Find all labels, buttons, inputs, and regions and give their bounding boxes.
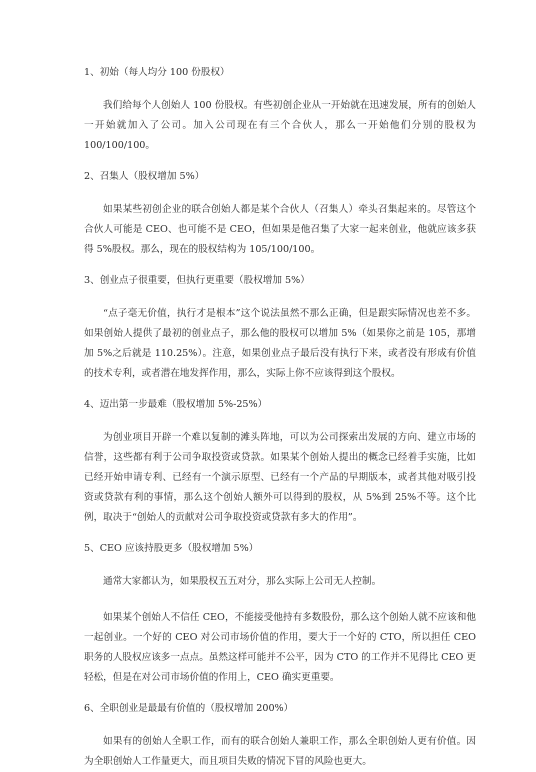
section-paragraph: 如果某个创始人不信任 CEO，不能接受他持有多数股份，那么这个创始人就不应该和他一起创业。一个好的 CEO 对公司市场价值的作用，要大于一个好的 CTO，所以担任 CEO 职务的人股权应该多一点点。虽然这样可能并不公平，因为 CTO 的工作并不见得比 CEO 更轻松，但是在对公司市场价值的作用上，CEO 确实更重要。 <box>84 612 476 683</box>
section-2 <box>84 170 476 260</box>
section-paragraph: 如果有的创始人全职工作，而有的联合创始人兼职工作，那么全职创始人更有价值。因为全职创始人工作量更大，而且项目失败的情况下冒的风险也更大。 <box>84 736 476 767</box>
section-3 <box>84 274 476 384</box>
section-5 <box>84 542 476 688</box>
section-6 <box>84 702 476 772</box>
document-page <box>84 66 476 772</box>
section-paragraph: “点子毫无价值，执行才是根本”这个说法虽然不那么正确，但是跟实际情况也差不多。如果创始人提供了最初的创业点子，那么他的股权可以增加 5%（如果你之前是 105，那增加 5%之后就是 110.25%）。注意，如果创业点子最后没有执行下来，或者没有形成有价值的技术专利，或者潜在地发挥作用，那么，实际上你不应该得到这个股权。 <box>84 308 476 379</box>
section-4 <box>84 398 476 528</box>
section-heading: 2、召集人（股权增加 5%） <box>84 171 205 182</box>
section-1 <box>84 66 476 156</box>
section-paragraph: 我们给每个人创始人 100 份股权。有些初创企业从一开始就在迅速发展，所有的创始人一开始就加入了公司。加入公司现在有三个合伙人，那么一开始他们分别的股权为 100/100/100。 <box>84 100 476 151</box>
section-heading: 6、全职创业是最最有价值的（股权增加 200%） <box>84 703 294 714</box>
section-paragraph: 为创业项目开辟一个难以复制的滩头阵地，可以为公司探索出发展的方向、建立市场的信誉，这些都有利于公司争取投资或贷款。如果某个创始人提出的概念已经着手实施，比如已经开始申请专利、已经有一个演示原型、已经有一个产品的早期版本，或者其他对吸引投资或贷款有利的事情，那么这个创始人额外可以得到的股权，从 5%到 25%不等。这个比例，取决于“创始人的贡献对公司争取投资或贷款有多大的作用”。 <box>84 432 476 523</box>
section-heading: 5、CEO 应该持股更多（股权增加 5%） <box>84 543 259 554</box>
section-heading: 3、创业点子很重要，但执行更重要（股权增加 5%） <box>84 275 310 286</box>
section-heading: 1、初始（每人均分 100 份股权） <box>84 67 230 78</box>
section-paragraph: 如果某些初创企业的联合创始人都是某个合伙人（召集人）牵头召集起来的。尽管这个合伙人可能是 CEO、也可能不是 CEO，但如果是他召集了大家一起来创业，他就应该多获得 5%股权。那么，现在的股权结构为 105/100/100。 <box>84 204 476 255</box>
section-paragraph: 通常大家都认为，如果股权五五对分，那么实际上公司无人控制。 <box>103 576 382 587</box>
section-heading: 4、迈出第一步最难（股权增加 5%-25%） <box>84 399 268 410</box>
